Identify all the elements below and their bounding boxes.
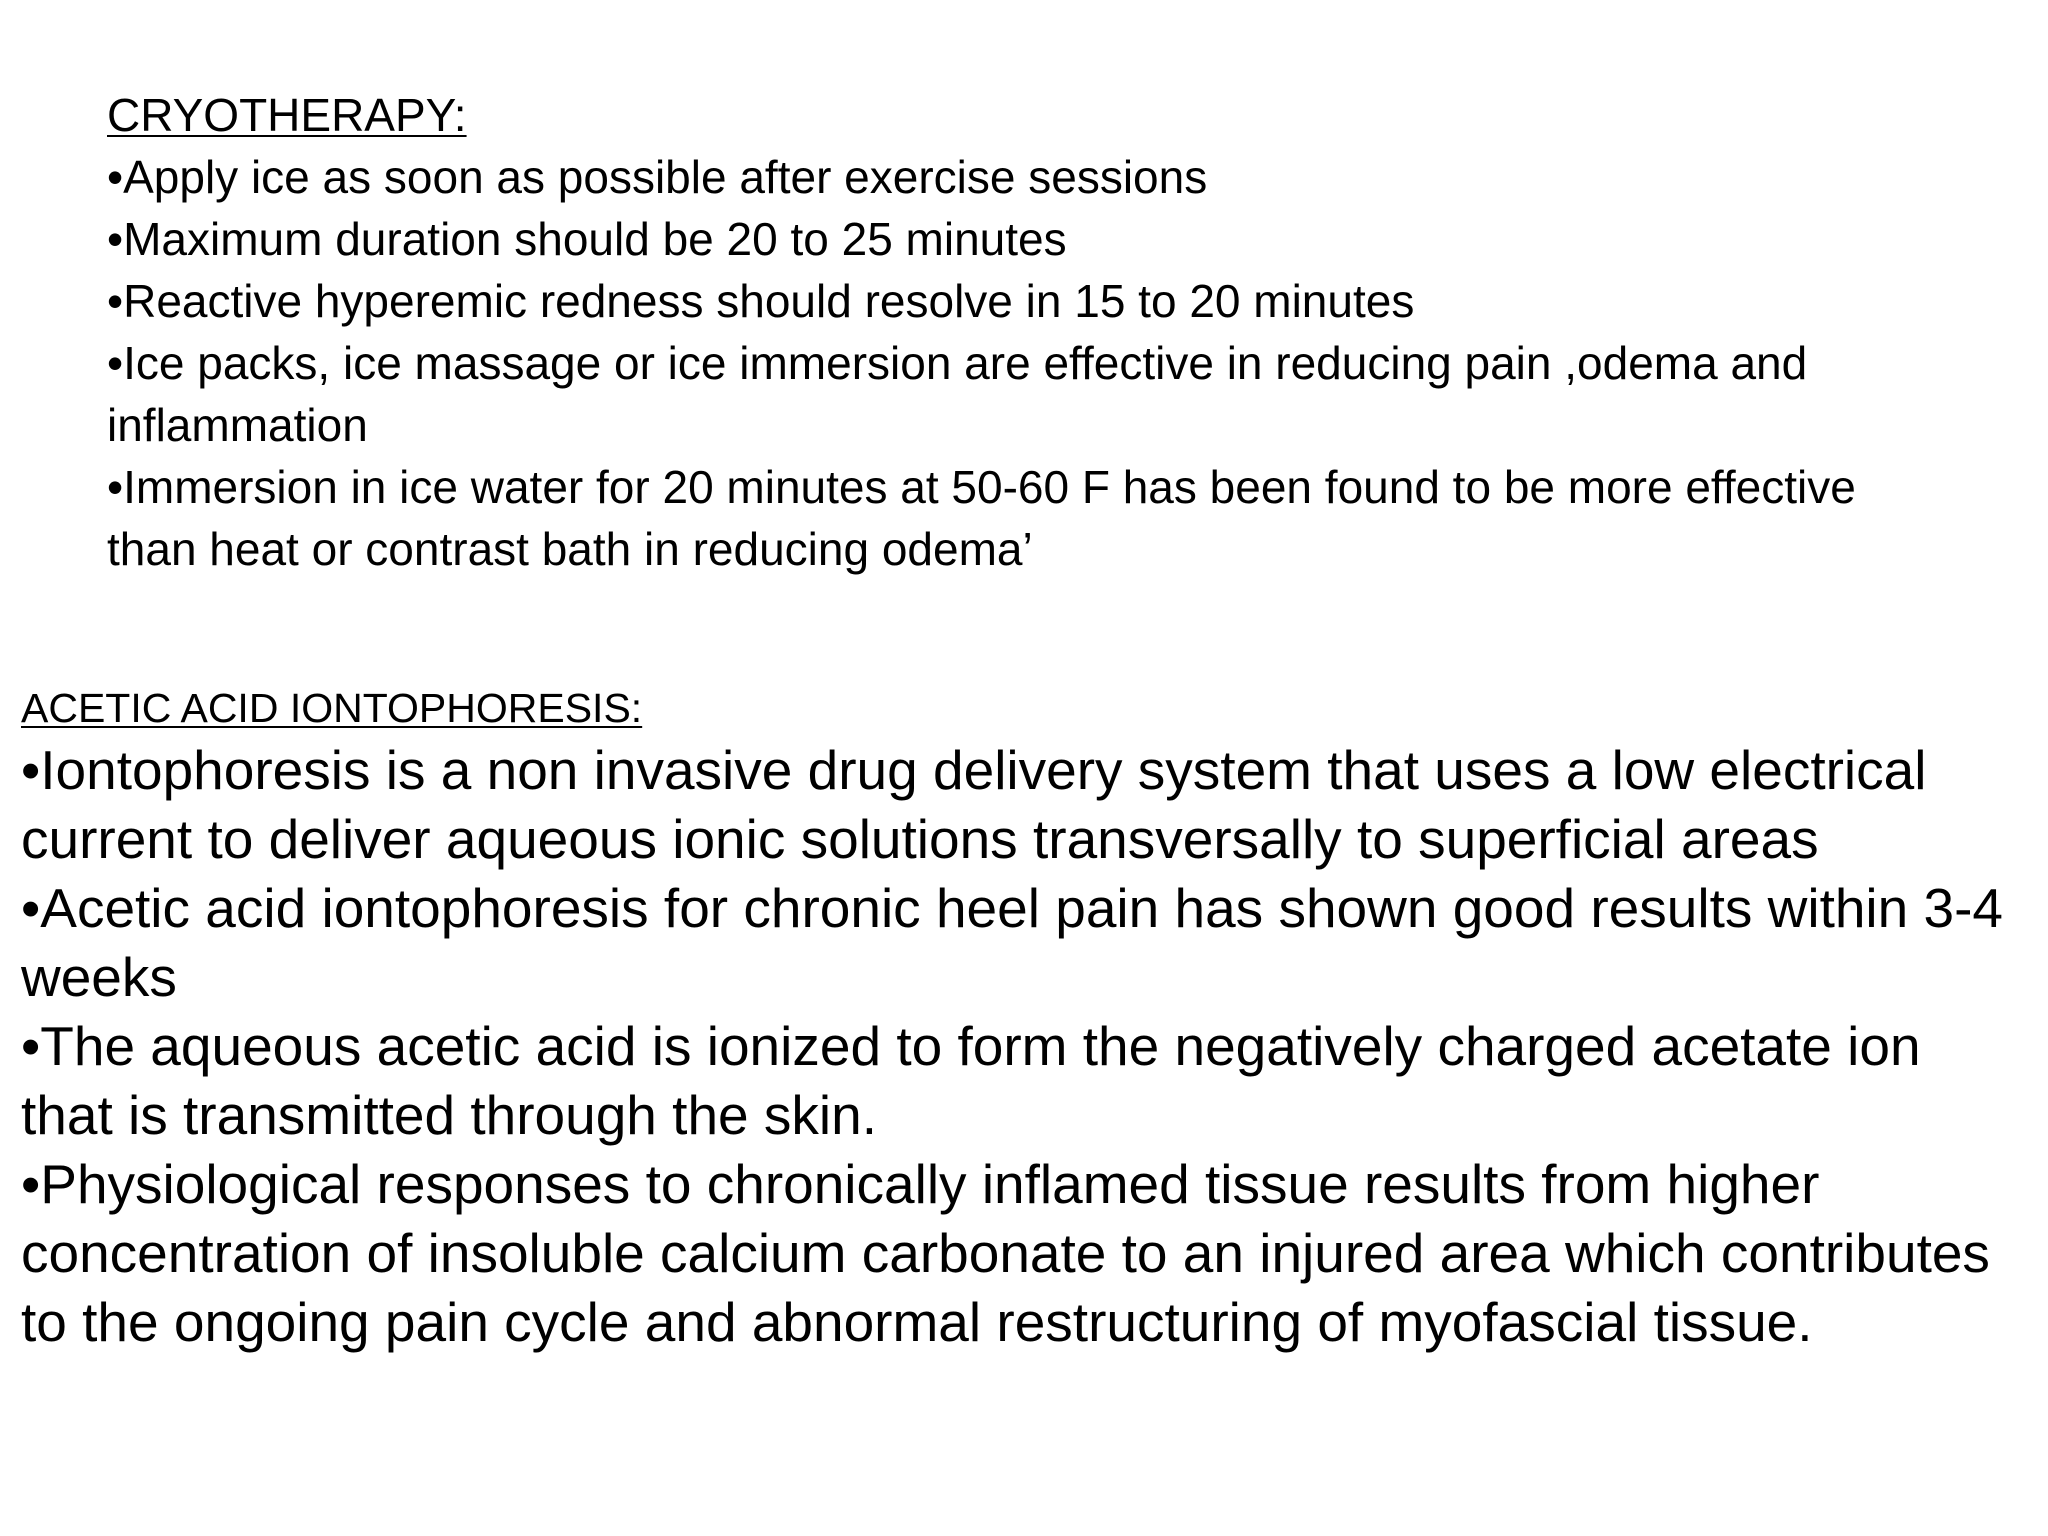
cryotherapy-bullet: •Reactive hyperemic redness should resolve in 15 to 20 minutes bbox=[107, 275, 1415, 327]
acetic-acid-heading: ACETIC ACID IONTOPHORESIS: bbox=[21, 685, 643, 731]
acetic-acid-section bbox=[21, 680, 2021, 1357]
cryotherapy-bullet-list bbox=[107, 146, 1927, 580]
acetic-acid-bullet: •Physiological responses to chronically inflamed tissue results from higher concentration of insoluble calcium carbonate to an injured area which contributes to the ongoing pain cycle and abnormal restructuring of myofascial tissue. bbox=[21, 1153, 1990, 1353]
cryotherapy-bullet: •Ice packs, ice massage or ice immersion are effective in reducing pain ,odema and inflammation bbox=[107, 337, 1808, 451]
cryotherapy-section bbox=[107, 84, 1927, 580]
cryotherapy-heading: CRYOTHERAPY: bbox=[107, 89, 467, 141]
cryotherapy-bullet: •Maximum duration should be 20 to 25 minutes bbox=[107, 213, 1067, 265]
cryotherapy-bullet: •Apply ice as soon as possible after exercise sessions bbox=[107, 151, 1208, 203]
acetic-acid-bullet: •Acetic acid iontophoresis for chronic heel pain has shown good results within 3-4 weeks bbox=[21, 877, 2004, 1008]
acetic-acid-bullet: •Iontophoresis is a non invasive drug delivery system that uses a low electrical current to deliver aqueous ionic solutions transversally to superficial areas bbox=[21, 739, 1927, 870]
cryotherapy-bullet: •Immersion in ice water for 20 minutes at 50-60 F has been found to be more effective than heat or contrast bath in reducing odema’ bbox=[107, 461, 1856, 575]
acetic-acid-bullet-list bbox=[21, 736, 2021, 1357]
acetic-acid-bullet: •The aqueous acetic acid is ionized to form the negatively charged acetate ion that is transmitted through the skin. bbox=[21, 1015, 1921, 1146]
